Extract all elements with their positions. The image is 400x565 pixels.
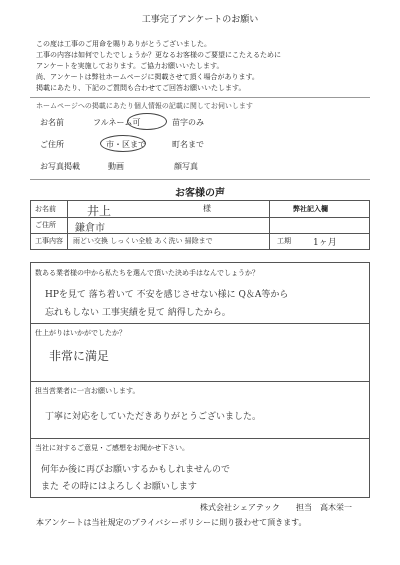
intro-line: 掲載にあたり、下記のご質問も合わせてご回答お願いいたします。 [36,84,246,92]
pub-option-face[interactable]: 顔写真 [174,162,198,171]
answer-4-line: 何年か後に再びお願いするかもしれませんので [41,465,231,475]
answer-3: 丁寧に対応をしていただきありがとうございました。 [45,412,262,422]
page-title: 工事完了アンケートのお願い [141,15,259,25]
name-value: 井上 [87,204,112,218]
intro-line: 尚、アンケートは弊社ホームページに掲載させて頂く場合があります。 [36,73,259,81]
intro-line: アンケートを実施しております。ご協力お願いいたします。 [36,62,224,70]
divider [30,179,370,180]
divider [30,97,370,98]
question-1: 数ある業者様の中から私たちを選んで頂いた決め手はなんでしょうか？ [35,269,259,277]
option-circle-mark [127,113,167,130]
answer-1-line: 忘れもしない 工事実績を見て 納得したから。 [45,308,231,318]
privacy-footer: 本アンケートは当社規定のプライバシーポリシーに則り扱わせて頂きます。 [36,518,307,527]
answer-2: 非常に満足 [49,349,110,363]
publication-heading: ホームページへの掲載にあたり個人情報の記載に関してお伺いします [36,102,253,110]
pub-label-address: ご住所 [40,140,64,149]
office-use-label: 弊社記入欄 [293,205,328,213]
section-heading: お客様の声 [175,188,225,199]
pub-label-photo: お写真掲載 [40,162,80,171]
address-label: ご住所 [35,221,56,229]
answer-4-line: また その時にはよろしくお願いします [41,482,197,492]
period-value: 1ヶ月 [313,238,337,248]
pub-option-town[interactable]: 町名まで [172,140,204,149]
address-value: 鎌倉市 [75,223,105,234]
pub-option-fullname[interactable]: フルネーム可 [93,118,141,127]
intro-line: 工事の内容は如何でしたでしょうか？更なるお客様のご要望にこたえるために [36,51,281,59]
customer-info-table [30,200,370,250]
work-label: 工事内容 [35,237,63,245]
answer-1-line: HPを見て 落ち着いて 不安を感じさせない様に Q＆A等から [45,290,289,300]
question-4: 当社に対するご意見・ご感想をお聞かせ下さい。 [35,444,189,452]
representative: 担当 高木栄一 [296,503,352,512]
name-label: お名前 [35,205,56,213]
pub-label-name: お名前 [40,118,64,127]
questions-box [30,262,370,498]
option-circle-mark [100,135,146,152]
intro-line: この度は工事のご用命を賜りありがとうございました。 [36,40,211,48]
pub-option-surname[interactable]: 苗字のみ [172,118,204,127]
company-name: 株式会社シェアテック [200,503,280,512]
honorific: 様 [203,204,211,213]
pub-option-city[interactable]: 市・区まで [106,140,146,149]
question-2: 仕上がりはいかがでしたか？ [35,329,126,337]
question-3: 担当営業者に一言お願いします。 [35,387,140,395]
work-value: 雨どい交換 しっくい全般 あく洗い 掃除まで [73,237,213,245]
period-label: 工期 [277,237,291,245]
pub-option-video[interactable]: 動画 [108,162,124,171]
